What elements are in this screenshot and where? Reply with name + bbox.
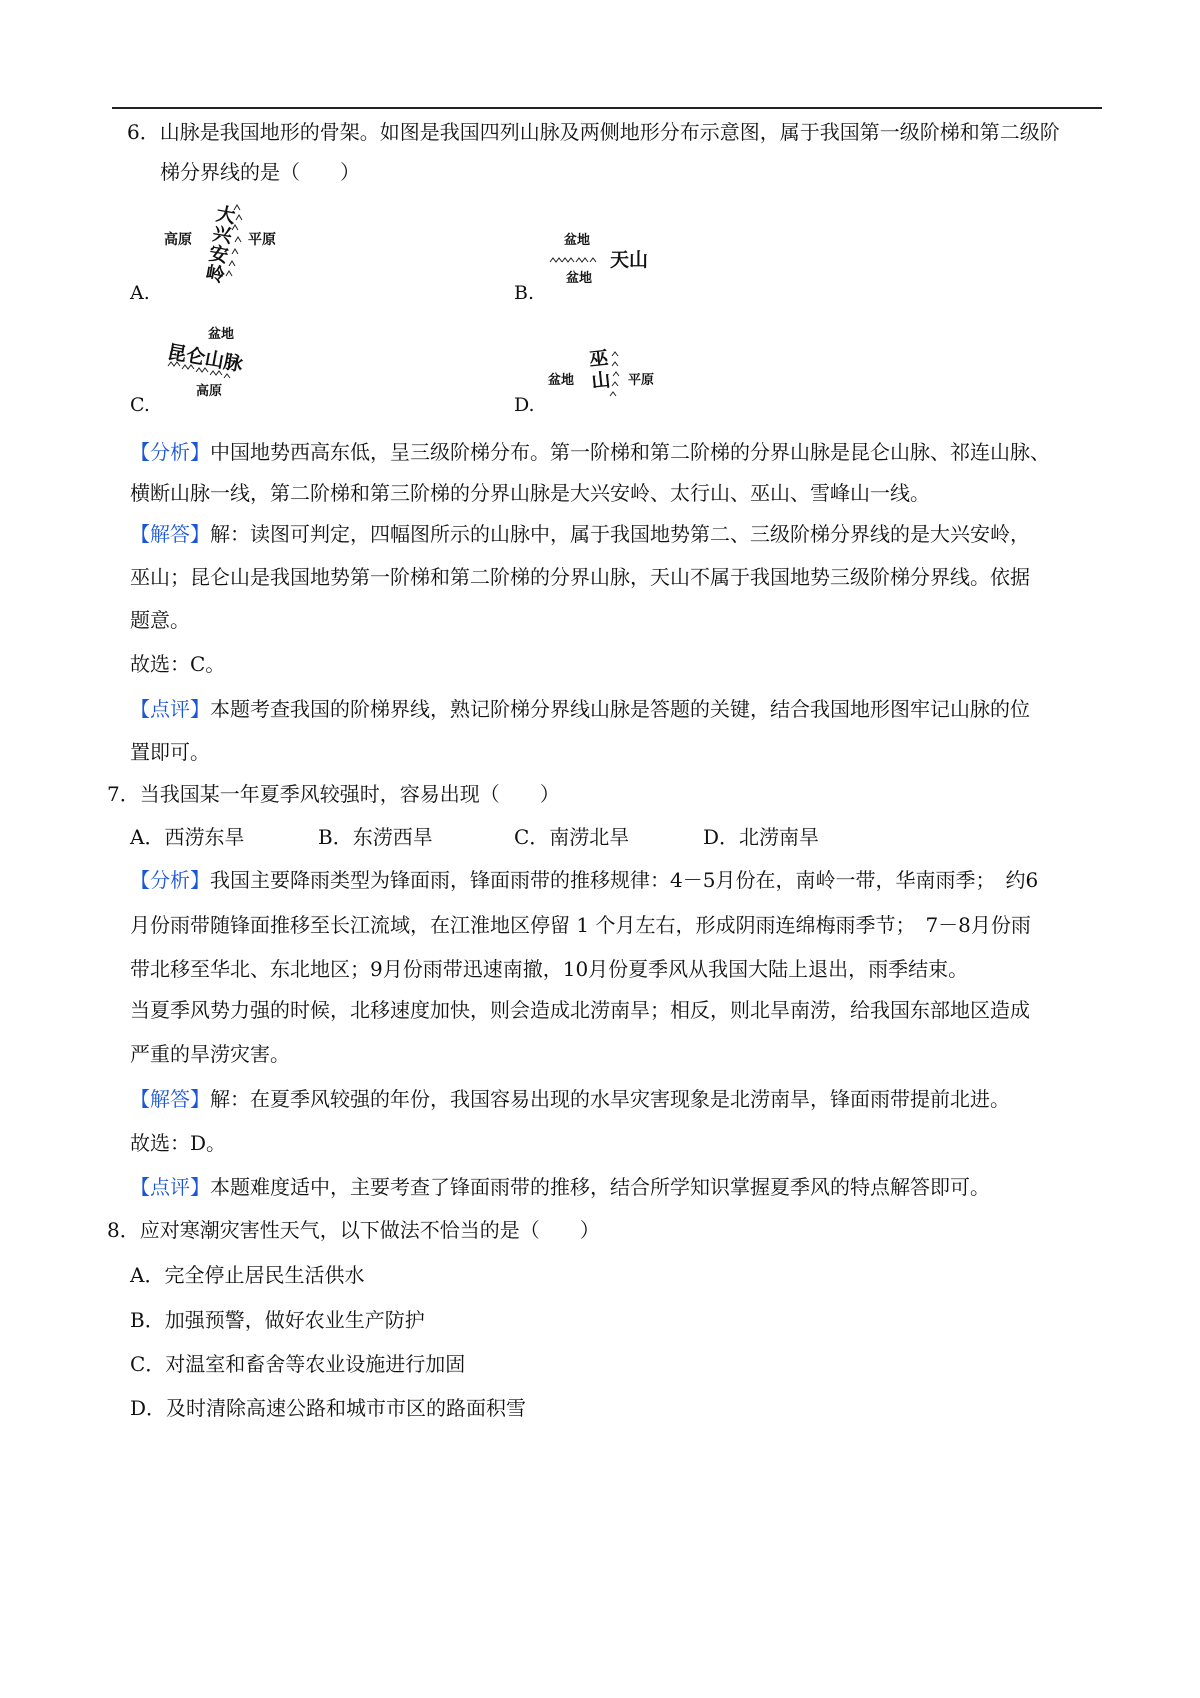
q6-analysis-line2: 横断山脉一线，第二阶梯和第三阶梯的分界山脉是大兴安岭、太行山、巫山、雪峰山一线。 [130,481,930,505]
q7-analysis-line2: 月份雨带随锋面推移至长江流域，在江淮地区停留 1 个月左右，形成阴雨连绵梅雨季节； 7－8月份雨 [130,913,1031,937]
q6-c-mountain-label: 昆仑山脉 [165,340,245,376]
q6-answer-line1 [130,522,1030,546]
q7-analysis-line3: 带北移至华北、东北地区；9月份雨带迅速南撤，10月份夏季风从我国大陆上退出，雨季结束。 [130,957,969,981]
q6-answer-text1: 解：读图可判定，四幅图所示的山脉中，属于我国地势第二、三级阶梯分界线的是大兴安岭， [210,522,1030,546]
q8-stem: 8．应对寒潮灾害性天气，以下做法不恰当的是（ ） [107,1218,600,1242]
q6-analysis-text1: 中国地势西高东低，呈三级阶梯分布。第一阶梯和第二阶梯的分界山脉是昆仑山脉、祁连山脉、 [210,440,1050,464]
q6-c-bottom-label: 高原 [196,384,223,399]
q6-stem-line1: 6．山脉是我国地形的骨架。如图是我国四列山脉及两侧地形分布示意图，属于我国第一级阶梯和第二级阶 [127,120,1060,144]
q8-option-d[interactable]: D．及时清除高速公路和城市市区的路面积雪 [130,1396,527,1420]
q6-d-mountain-char-2: 山 [590,368,612,393]
q6-a-left-label: 高原 [164,232,192,248]
q7-analysis-line4: 当夏季风势力强的时候，北移速度加快，则会造成北涝南旱；相反，则北旱南涝，给我国东部地区造成 [130,998,1030,1022]
q8-option-c[interactable]: C．对温室和畜舍等农业设施进行加固 [130,1352,466,1376]
q6-answer-tag: 【解答】 [130,522,210,546]
q6-a-mountain-char-1: 大 [214,203,237,228]
q6-d-left-label: 盆地 [548,373,575,388]
q7-option-d[interactable]: D．北涝南旱 [703,825,820,849]
q6-comment-tag: 【点评】 [130,697,210,721]
q6-c-top-label: 盆地 [208,327,235,342]
q6-stem-line2: 梯分界线的是（ ） [160,160,360,184]
q6-option-b-label[interactable]: B. [514,282,535,304]
q7-option-a[interactable]: A．西涝东旱 [130,825,245,849]
q6-a-right-label: 平原 [248,232,276,248]
top-rule [112,107,1102,109]
q6-figure-d [546,346,666,410]
q6-figure-b [548,228,668,292]
q6-d-right-label: 平原 [628,373,655,388]
q6-b-top-label: 盆地 [564,233,591,248]
q6-answer-line2: 巫山；昆仑山是我国地势第一阶梯和第二阶梯的分界山脉，天山不属于我国地势三级阶梯分界线。依据 [130,565,1030,589]
q6-b-bottom-label: 盆地 [566,271,593,286]
q6-choice: 故选：C。 [130,652,226,676]
q6-a-mountain-char-4: 岭 [203,262,227,288]
mountain-peaks-icon [550,258,596,262]
q6-a-mountain-char-3: 安 [207,242,230,268]
q6-analysis-tag: 【分析】 [130,440,210,464]
q7-option-c[interactable]: C．南涝北旱 [514,825,630,849]
q7-comment-text1: 本题难度适中，主要考查了锋面雨带的推移，结合所学知识掌握夏季风的特点解答即可。 [210,1175,990,1199]
q6-analysis-line1 [130,440,1050,464]
q7-stem: 7．当我国某一年夏季风较强时，容易出现（ ） [107,782,560,806]
q7-comment-line1 [130,1175,990,1199]
q8-option-b[interactable]: B．加强预警，做好农业生产防护 [130,1308,425,1332]
q6-answer-line3: 题意。 [130,608,190,632]
q6-comment-text1: 本题考查我国的阶梯界线，熟记阶梯分界线山脉是答题的关键，结合我国地形图牢记山脉的位 [210,697,1030,721]
q6-comment-line1 [130,697,1030,721]
q7-choice: 故选：D。 [130,1131,227,1155]
q7-analysis-line5: 严重的旱涝灾害。 [130,1042,290,1066]
q6-a-mountain-char-2: 兴 [210,222,234,248]
q6-figure-a [162,198,292,288]
q7-answer-text1: 解：在夏季风较强的年份，我国容易出现的水旱灾害现象是北涝南旱，锋面雨带提前北进。 [210,1087,1010,1111]
q7-answer-tag: 【解答】 [130,1087,210,1111]
q6-comment-line2: 置即可。 [130,740,210,764]
q8-option-a[interactable]: A．完全停止居民生活供水 [130,1263,365,1287]
q6-d-mountain-char-1: 巫 [588,347,610,371]
q6-figure-c [164,318,284,408]
q6-option-a-label[interactable]: A. [130,282,150,304]
q7-analysis-text1: 我国主要降雨类型为锋面雨，锋面雨带的推移规律：4－5月份在，南岭一带，华南雨季； 约6 [210,868,1039,892]
q6-b-mountain-label: 天山 [610,249,649,271]
q7-answer-line1 [130,1087,1010,1111]
q7-analysis-line1 [130,868,1038,892]
q7-option-b[interactable]: B．东涝西旱 [318,825,433,849]
q6-option-d-label[interactable]: D. [514,394,535,416]
q7-comment-tag: 【点评】 [130,1175,210,1199]
q7-analysis-tag: 【分析】 [130,868,210,892]
q6-option-c-label[interactable]: C. [130,394,150,416]
